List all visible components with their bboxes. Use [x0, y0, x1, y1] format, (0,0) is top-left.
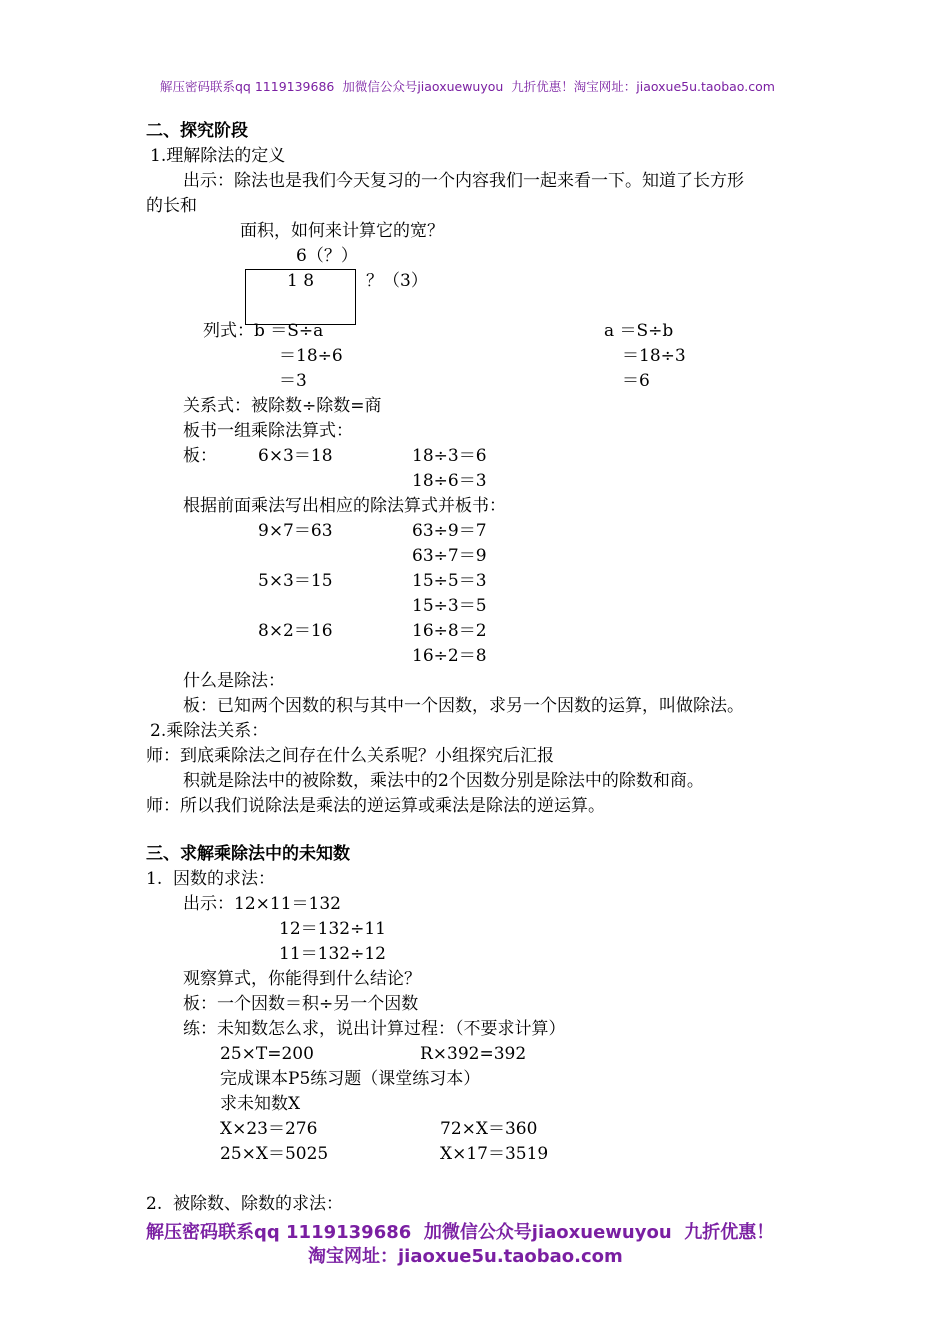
board-label: 板：: [183, 446, 217, 466]
practice-intro: 练：未知数怎么求，说出计算过程：（不要求计算）: [183, 1019, 566, 1039]
board-intro: 板书一组乘除法算式：: [183, 421, 353, 441]
practice-2: 完成课本P5练习题（课堂练习本）: [220, 1069, 481, 1089]
observe-text: 观察算式，你能得到什么结论？: [183, 969, 421, 989]
figure-side-label: ？（3）: [366, 271, 428, 291]
div-4a: 16÷8＝2: [412, 621, 487, 641]
div-3b: 15÷3＝5: [412, 596, 487, 616]
div-3a: 15÷5＝3: [412, 571, 487, 591]
show-text: 出示：除法也是我们今天复习的一个内容我们一起来看一下。知道了长方形: [183, 171, 744, 191]
show-text-cont2: 面积，如何来计算它的宽？: [240, 221, 444, 241]
teacher-question: 师：到底乘除法之间存在什么关系呢？小组探究后汇报: [146, 746, 554, 766]
relation-answer: 积就是除法中的被除数，乘法中的2个因数分别是除法中的除数和商。: [183, 771, 704, 791]
equation-right-2: ＝18÷3: [622, 346, 686, 366]
board-factor-rule: 板：一个因数＝积÷另一个因数: [183, 994, 419, 1014]
practice-1a: 25×T=200: [220, 1044, 314, 1064]
footer-ad-line-1: 解压密码联系qq 1119139686 加微信公众号jiaoxuewuyou 九折优惠！: [146, 1222, 775, 1243]
sub-2-title: 2.乘除法关系：: [150, 721, 269, 741]
section-3-title: 三、求解乘除法中的未知数: [146, 844, 350, 864]
figure-area-label: 1 8: [287, 271, 315, 291]
div-4b: 16÷2＝8: [412, 646, 487, 666]
practice-4b: 72×X＝360: [440, 1119, 538, 1139]
mult-2: 9×7＝63: [258, 521, 333, 541]
mult-3: 5×3＝15: [258, 571, 333, 591]
equation-right-1: a ＝S÷b: [604, 321, 674, 341]
show-eq-1: 出示：12×11＝132: [183, 894, 341, 914]
what-is-division: 什么是除法：: [183, 671, 285, 691]
equation-left-2: ＝18÷6: [279, 346, 343, 366]
footer-ad-line-2: 淘宝网址：jiaoxue5u.taobao.com: [308, 1246, 623, 1267]
div-2a: 63÷9＝7: [412, 521, 487, 541]
show-eq-3: 11＝132÷12: [279, 944, 386, 964]
div-1a: 18÷3＝6: [412, 446, 487, 466]
sec3-sub-1: 1. 因数的求法：: [146, 869, 276, 889]
equation-left-3: ＝3: [279, 371, 307, 391]
equation-left-1: 列式：b ＝S÷a: [203, 321, 324, 341]
header-ad: 解压密码联系qq 1119139686 加微信公众号jiaoxuewuyou 九折优惠！淘宝网址：jiaoxue5u.taobao.com: [160, 79, 775, 94]
div-1b: 18÷6＝3: [412, 471, 487, 491]
practice-1b: R×392=392: [420, 1044, 527, 1064]
practice-4a: X×23＝276: [220, 1119, 318, 1139]
section-2-title: 二、探究阶段: [146, 121, 248, 141]
show-eq-2: 12＝132÷11: [279, 919, 386, 939]
practice-3: 求未知数X: [220, 1094, 301, 1114]
mult-1: 6×3＝18: [258, 446, 333, 466]
sub-1-title: 1.理解除法的定义: [150, 146, 286, 166]
write-intro: 根据前面乘法写出相应的除法算式并板书：: [183, 496, 506, 516]
relation-text: 关系式：被除数÷除数=商: [183, 396, 382, 416]
practice-5b: X×17＝3519: [440, 1144, 549, 1164]
mult-4: 8×2＝16: [258, 621, 333, 641]
teacher-summary: 师：所以我们说除法是乘法的逆运算或乘法是除法的逆运算。: [146, 796, 605, 816]
div-2b: 63÷7＝9: [412, 546, 487, 566]
practice-5a: 25×X＝5025: [220, 1144, 329, 1164]
division-definition: 板：已知两个因数的积与其中一个因数，求另一个因数的运算，叫做除法。: [183, 696, 744, 716]
show-text-cont: 的长和: [146, 196, 197, 216]
figure-top-label: 6（？）: [296, 246, 358, 266]
equation-right-3: ＝6: [622, 371, 650, 391]
sec3-sub-2: 2. 被除数、除数的求法：: [146, 1194, 344, 1214]
